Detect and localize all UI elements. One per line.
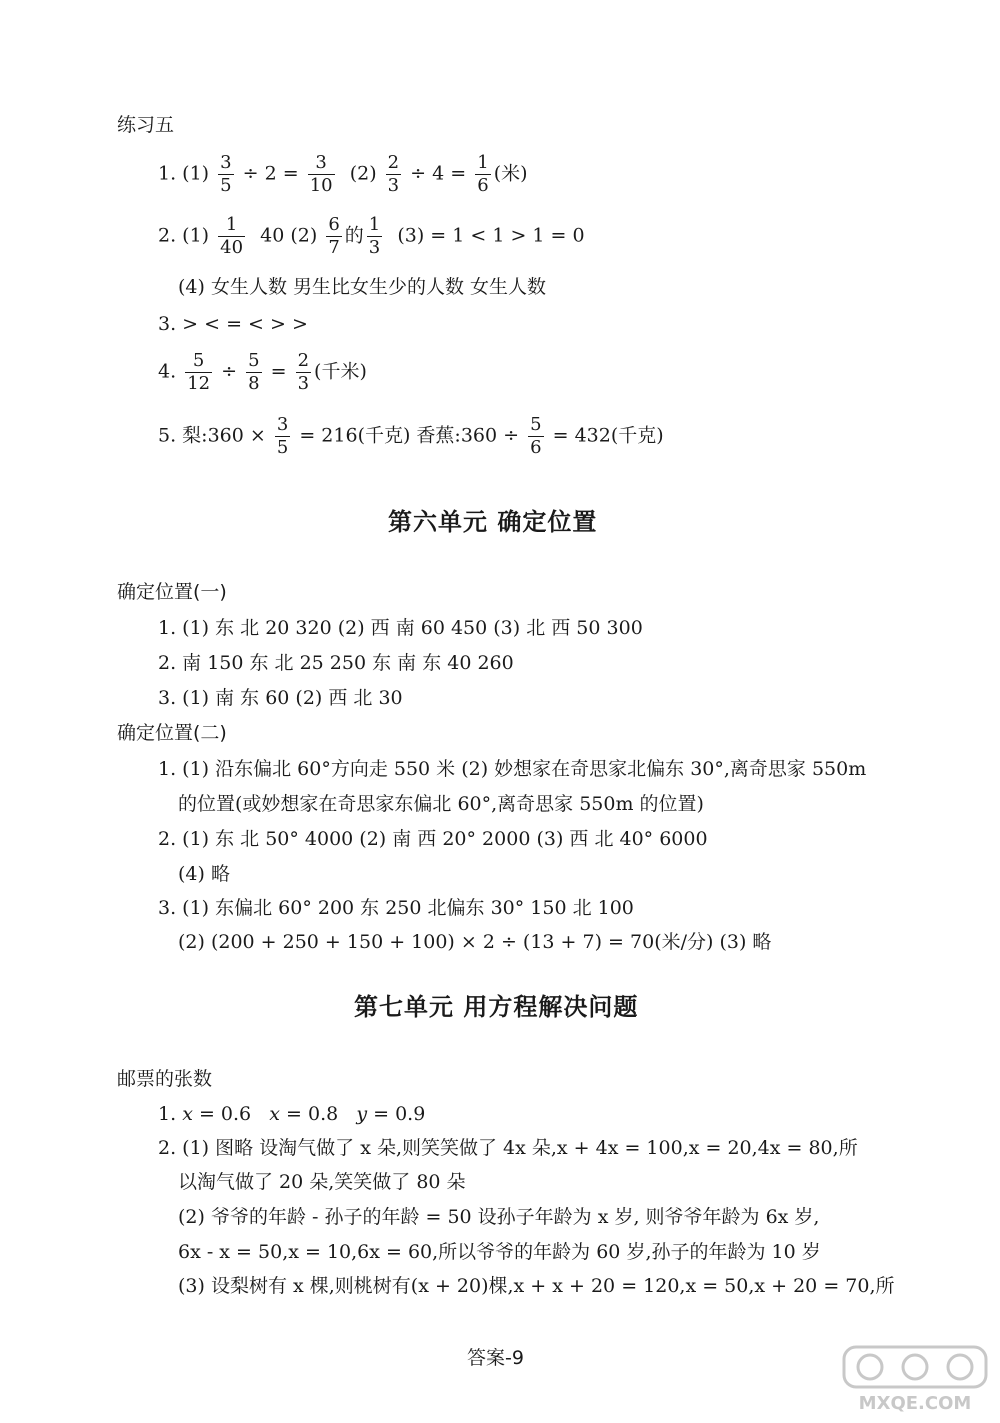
- page-number: 答案-9: [467, 1347, 524, 1369]
- ex5-q3: 3. > < = < > >: [158, 313, 308, 335]
- answer-line: 1. (1) 东 北 20 320 (2) 西 南 60 450 (3) 北 西 50 300: [158, 617, 643, 639]
- answer-line: 的位置(或妙想家在奇思家东偏北 60°,离奇思家 550m 的位置): [178, 793, 704, 815]
- answer-line: 2. (1) 图略 设淘气做了 x 朵,则笑笑做了 4x 朵,x + 4x = 100,x = 20,4x = 80,所: [158, 1137, 858, 1159]
- unit-7-title: 第七单元 用方程解决问题: [354, 993, 639, 1021]
- watermark-logo: [840, 1343, 990, 1415]
- answer-line: (2) (200 + 250 + 150 + 100) × 2 ÷ (13 + 7) = 70(米/分) (3) 略: [178, 931, 772, 953]
- answer-line: (2) 爷爷的年龄 - 孙子的年龄 = 50 设孙子年龄为 x 岁, 则爷爷年龄为 6x 岁,: [178, 1206, 820, 1228]
- answer-line: (3) 设梨树有 x 棵,则桃树有(x + 20)棵,x + x + 20 = 120,x = 50,x + 20 = 70,所: [178, 1275, 895, 1297]
- fraction: $\frac{3}{5}$: [276, 414, 289, 458]
- ex5-q2-4: (4) 女生人数 男生比女生少的人数 女生人数: [178, 276, 547, 298]
- answer-line: 1. x = 0.6 x = 0.8 y = 0.9: [158, 1103, 426, 1125]
- unit-6-title: 第六单元 确定位置: [388, 508, 598, 536]
- section-title: 邮票的张数: [117, 1068, 213, 1090]
- exercise-5-title: 练习五: [117, 114, 175, 136]
- answer-line: 以淘气做了 20 朵,笑笑做了 80 朵: [178, 1171, 466, 1193]
- fraction: $\frac{2}{3}$: [297, 350, 310, 394]
- fraction: $\frac{1}{6}$: [477, 152, 489, 196]
- svg-text:MXQE.COM: MXQE.COM: [858, 1393, 972, 1414]
- ex5-q5: 5. 梨:360 × $\frac{3}{5}$ = 216(千克) 香蕉:360 ÷ $\frac{5}{6}$ = 432(千克): [158, 414, 664, 458]
- ex5-q4: 4. $\frac{5}{12}$ ÷ $\frac{5}{8}$ = $\frac{2}{3}$ (千米): [158, 350, 367, 394]
- fraction: $\frac{3}{5}$: [220, 152, 232, 196]
- answer-line: 2. 南 150 东 北 25 250 东 南 东 40 260: [158, 652, 514, 674]
- fraction: $\frac{6}{7}$: [328, 214, 340, 258]
- answer-line: 1. (1) 沿东偏北 60°方向走 550 米 (2) 妙想家在奇思家北偏东 30°,离奇思家 550m: [158, 758, 867, 780]
- fraction: $\frac{5}{12}$: [187, 350, 211, 394]
- fraction: $\frac{2}{3}$: [387, 152, 400, 196]
- fraction: $\frac{5}{6}$: [530, 414, 542, 458]
- answer-line: 2. (1) 东 北 50° 4000 (2) 南 西 20° 2000 (3) 西 北 40° 6000: [158, 828, 708, 850]
- answer-line: 3. (1) 南 东 60 (2) 西 北 30: [158, 687, 403, 709]
- answer-line: 6x - x = 50,x = 10,6x = 60,所以爷爷的年龄为 60 岁,孙子的年龄为 10 岁: [178, 1241, 821, 1263]
- section-title: 确定位置(二): [117, 722, 227, 744]
- fraction: $\frac{5}{8}$: [248, 350, 260, 394]
- fraction: $\frac{3}{10}$: [309, 152, 333, 196]
- fraction: $\frac{1}{40}$: [220, 214, 244, 258]
- ex5-q1: 1. (1) $\frac{3}{5}$ ÷ 2 = $\frac{3}{10}$ (2) $\frac{2}{3}$ ÷ 4 = $\frac{1}{6}$ (米): [158, 152, 528, 196]
- answer-line: 3. (1) 东偏北 60° 200 东 250 北偏东 30° 150 北 100: [158, 897, 634, 919]
- answer-line: (4) 略: [178, 863, 230, 885]
- ex5-q2: 2. (1) $\frac{1}{40}$ 40 (2) $\frac{6}{7}$ 的 $\frac{1}{3}$ (3) = 1 < 1 > 1 = 0: [158, 214, 585, 258]
- fraction: $\frac{1}{3}$: [368, 214, 381, 258]
- section-title: 确定位置(一): [117, 581, 227, 603]
